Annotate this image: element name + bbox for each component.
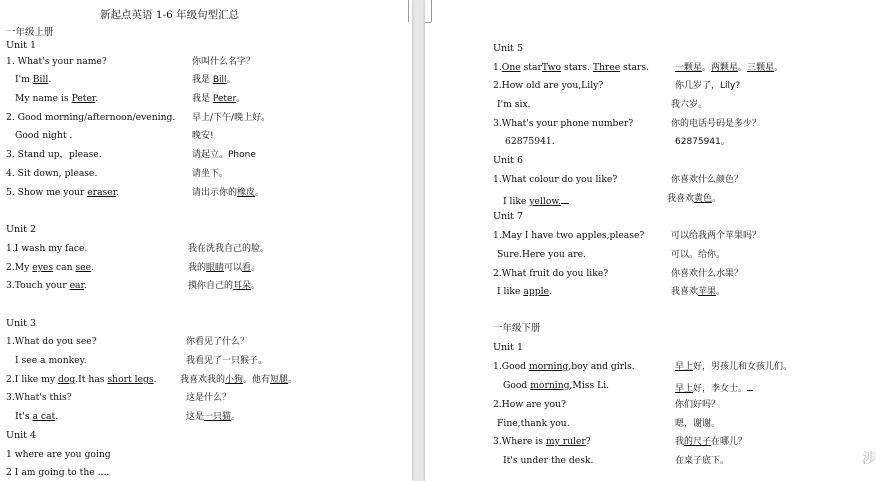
sentence-zh: 你的电话号码是多少？ <box>671 119 762 129</box>
sentence-zh: 早上好，男孩儿和女孩儿们。 <box>675 362 793 372</box>
unit-heading: Unit 3 <box>6 318 37 329</box>
sentence-en: I'm Bill. <box>15 74 52 85</box>
sentence-en: 4. Sit down, please. <box>6 168 98 179</box>
unit-heading: Unit 5 <box>493 43 524 54</box>
sentence-en: 3.Touch your ear. <box>6 280 87 291</box>
grade-heading: 一年级下册 <box>493 323 541 334</box>
sentence-zh: 我是 Peter。 <box>192 94 246 104</box>
sentence-en: 2. Good morning/afternoon/evening. <box>6 112 176 123</box>
sentence-en: 62875941. <box>505 136 555 147</box>
sentence-zh: 我喜欢黄色。 <box>667 194 722 204</box>
unit-heading: Unit 4 <box>6 430 37 441</box>
sentence-en: Good night . <box>15 130 73 141</box>
sentence-en: 3.What's your phone number? <box>493 118 634 129</box>
sentence-en: 3. Stand up，please. <box>6 149 102 160</box>
sentence-zh: 我是 Bill。 <box>192 75 236 85</box>
document-page-right <box>425 0 876 481</box>
sentence-zh: 可以。给你。 <box>671 250 726 260</box>
sentence-en: It's under the desk. <box>503 455 594 466</box>
sentence-en: 1.Good morning,boy and girls. <box>493 361 635 372</box>
sentence-en: 2.How old are you,Lily? <box>493 80 604 91</box>
sentence-en: 2.My eyes can see. <box>6 262 94 273</box>
sentence-en: It's a cat. <box>15 411 59 422</box>
sentence-zh: 我看见了一只猴子。 <box>186 356 268 366</box>
answer-blank <box>561 193 569 204</box>
sentence-en: 5. Show me your eraser. <box>6 187 119 198</box>
sentence-en: 1.May I have two apples,please? <box>493 230 645 241</box>
sentence-en: 1. What's your name? <box>6 56 107 67</box>
margin-corner-mark <box>431 0 432 22</box>
margin-corner-mark <box>408 0 409 22</box>
sentence-zh: 请出示你的橡皮。 <box>192 188 265 198</box>
sentence-zh: 我的尺子在哪儿？ <box>675 437 748 447</box>
sentence-zh: 嗯，谢谢。 <box>675 419 721 429</box>
sentence-zh: 早上好，李女士。 <box>675 380 753 395</box>
sentence-en: 1.One starTwo stars. Three stars. <box>493 62 649 73</box>
sentence-zh: 我喜欢我的小狗。他有短腿。 <box>180 375 298 385</box>
sentence-zh: 我六岁。 <box>671 100 708 110</box>
sentence-zh: 这是一只猫。 <box>186 412 241 422</box>
sentence-zh: 你几岁了，Lily? <box>675 81 741 91</box>
sentence-en: I like apple. <box>497 286 552 297</box>
sentence-zh: 晚安! <box>192 131 214 141</box>
unit-heading: Unit 1 <box>493 342 524 353</box>
sentence-en: 2.What fruit do you like? <box>493 268 609 279</box>
sentence-en: 3.Where is my ruler? <box>493 436 591 447</box>
sentence-zh: 请坐下。 <box>192 169 229 179</box>
sentence-zh: 你叫什么名字？ <box>192 57 256 67</box>
sentence-en: 1.I wash my face. <box>6 243 88 254</box>
sentence-zh: 我在洗我自己的脸。 <box>188 244 270 254</box>
sentence-en: 2.How are you? <box>493 399 566 410</box>
sentence-en: I like yellow. <box>503 193 569 208</box>
sentence-en: 2.I like my dog.It has short legs. <box>6 374 157 385</box>
sentence-en: Fine,thank you. <box>497 418 570 429</box>
sentence-zh: 早上/下午/晚上好。 <box>192 113 271 123</box>
sentence-en: 2 I am going to the .... <box>6 467 110 478</box>
sentence-zh: 你喜欢什么颜色？ <box>671 175 744 185</box>
answer-blank <box>747 380 753 391</box>
sentence-zh: 这是什么？ <box>186 393 232 403</box>
next-page-edge-glyph: 涉 <box>862 451 876 467</box>
document-page-left <box>0 0 412 481</box>
sentence-zh: 我的眼睛可以看。 <box>188 263 261 273</box>
sentence-zh: 可以给我两个苹果吗？ <box>671 231 762 241</box>
grade-heading: 一年级上册 <box>6 27 54 38</box>
sentence-en: 1.What colour do you like? <box>493 174 618 185</box>
sentence-zh: 在桌子底下。 <box>675 456 730 466</box>
sentence-zh: 我喜欢苹果。 <box>671 287 726 297</box>
unit-heading: Unit 2 <box>6 224 37 235</box>
unit-heading: Unit 1 <box>6 40 37 51</box>
sentence-en: Sure.Here you are. <box>497 249 586 260</box>
sentence-zh: 请起立。Phone <box>192 150 256 160</box>
margin-corner-mark <box>425 22 431 23</box>
sentence-zh: 一颗星。两颗星。三颗星。 <box>675 63 784 73</box>
sentence-en: My name is Peter. <box>15 93 99 104</box>
sentence-en: 1 where are you going <box>6 449 111 460</box>
unit-heading: Unit 6 <box>493 155 524 166</box>
sentence-zh: 你们好吗？ <box>675 400 721 410</box>
page-title: 新起点英语 1-6 年级句型汇总 <box>100 9 240 21</box>
sentence-en: I'm six. <box>497 99 531 110</box>
sentence-zh: 摸你自己的耳朵。 <box>188 281 261 291</box>
unit-heading: Unit 7 <box>493 211 524 222</box>
sentence-en: 3.What's this? <box>6 392 72 403</box>
sentence-zh: 你喜欢什么水果？ <box>671 269 744 279</box>
sentence-zh: 62875941。 <box>675 137 730 147</box>
sentence-en: 1.What do you see? <box>6 336 97 347</box>
sentence-zh: 你看见了什么？ <box>186 337 250 347</box>
sentence-en: I see a monkey. <box>15 355 87 366</box>
sentence-en: Good morning,Miss Li. <box>503 380 610 391</box>
